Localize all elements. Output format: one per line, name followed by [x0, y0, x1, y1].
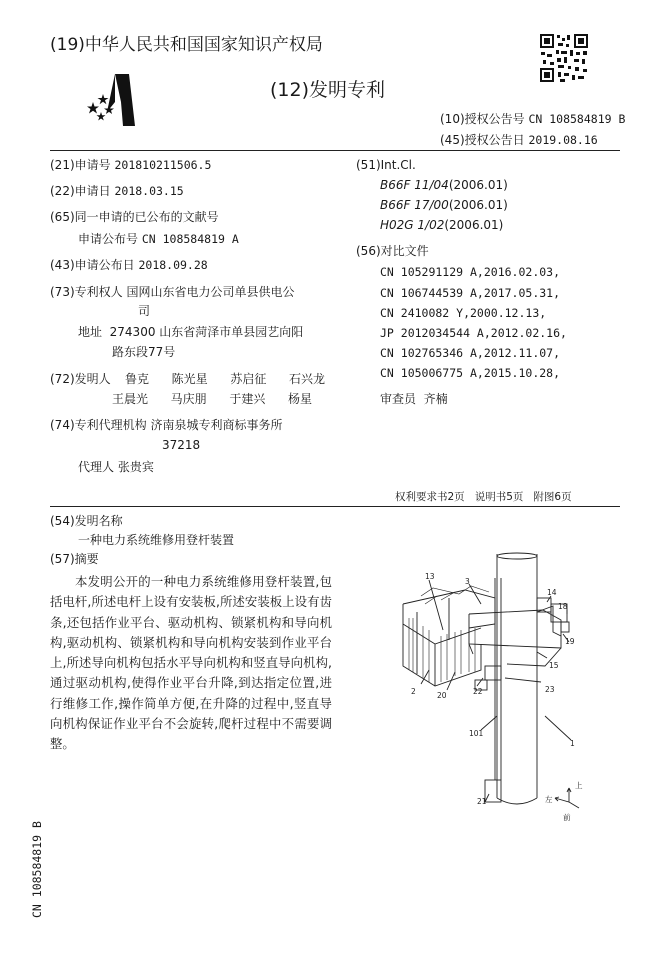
- abstract-label: (57)摘要: [50, 552, 99, 566]
- address-line2: 路东段77号: [112, 345, 176, 359]
- section-divider: [50, 506, 620, 507]
- cited-references-label: (56)对比文件: [356, 244, 429, 258]
- application-number: (21)申请号 201810211506.5: [50, 158, 212, 172]
- inventors-label: (72)发明人: [50, 372, 111, 386]
- label-23: 23: [545, 685, 555, 694]
- invention-title: 一种电力系统维修用登杆装置: [78, 533, 235, 547]
- examiner: 审查员 齐楠: [380, 392, 448, 406]
- side-publication-number: CN 108584819 B: [30, 821, 44, 918]
- cited-reference: CN 105006775 A,2015.10.28,: [380, 366, 561, 380]
- pole: [497, 554, 537, 798]
- intcl-label: (51)Int.Cl.: [356, 158, 416, 172]
- document-type: (12)发明专利: [270, 79, 386, 101]
- prior-publication-number: 申请公布号 CN 108584819 A: [78, 232, 239, 246]
- label-13: 13: [425, 572, 435, 581]
- label-21: 21: [477, 797, 487, 806]
- application-publication-date: (43)申请公布日 2018.09.28: [50, 258, 208, 272]
- label-20: 20: [437, 691, 447, 700]
- cited-reference: CN 2410082 Y,2000.12.13,: [380, 306, 547, 320]
- header-divider: [50, 150, 620, 151]
- title-label: (54)发明名称: [50, 514, 123, 528]
- page-counts: 权利要求书2页 说明书5页 附图6页: [395, 491, 572, 503]
- label-101: 101: [469, 729, 484, 738]
- label-19: 19: [565, 637, 575, 646]
- cited-reference: JP 2012034544 A,2012.02.16,: [380, 326, 567, 340]
- office-name: (19)中华人民共和国国家知识产权局: [50, 35, 323, 55]
- dir-left: 左: [545, 795, 553, 804]
- cited-reference: CN 102765346 A,2012.11.07,: [380, 346, 561, 360]
- prior-publication-label: (65)同一申请的已公布的文献号: [50, 210, 219, 224]
- intcl-item: B66F 17/00(2006.01): [380, 198, 508, 212]
- direction-arrows: [555, 788, 579, 808]
- patent-agency-code: 37218: [162, 438, 201, 452]
- label-15: 15: [549, 661, 559, 670]
- dir-front: 前: [563, 813, 571, 822]
- patent-agent: 代理人 张贵宾: [78, 460, 154, 474]
- intcl-item: B66F 11/04(2006.01): [380, 178, 508, 192]
- label-18: 18: [558, 602, 568, 611]
- label-3: 3: [465, 577, 470, 586]
- qr-code: [538, 32, 590, 84]
- publication-number: (10)授权公告号 CN 108584819 B: [440, 112, 626, 126]
- inventors-line1: 鲁克 陈光星 苏启征 石兴龙: [125, 372, 325, 386]
- label-1: 1: [570, 739, 575, 748]
- cited-reference: CN 106744539 A,2017.05.31,: [380, 286, 561, 300]
- cited-reference: CN 105291129 A,2016.02.03,: [380, 265, 561, 279]
- patent-figure: [385, 548, 595, 830]
- cnipa-logo: [85, 72, 137, 128]
- abstract-text: 本发明公开的一种电力系统维修用登杆装置,包括电杆,所述电杆上设有安装板,所述安装板上设有齿条,还包括作业平台、驱动机构、锁紧机构和导向机构,驱动机构、锁紧机构和导向机构安装到作业平台上,所述导向机构包括水平导向机构和竖直导向机构,通过驱动机构,使得作业平台升降,到达指定位置,进行维修工作,操作简单方便,在升降的过程中,竖直导向机构保证作业平台不会旋转,爬杆过程中不需要调整。: [50, 574, 332, 752]
- label-14: 14: [547, 588, 557, 597]
- patentee: (73)专利权人 国网山东省电力公司单县供电公: [50, 285, 295, 299]
- dir-up: 上: [575, 781, 583, 790]
- publication-date: (45)授权公告日 2019.08.16: [440, 133, 598, 147]
- rack-strip: [495, 578, 501, 780]
- label-2: 2: [411, 687, 416, 696]
- application-date: (22)申请日 2018.03.15: [50, 184, 184, 198]
- patentee-line2: 司: [138, 304, 151, 318]
- intcl-item: H02G 1/02(2006.01): [380, 218, 504, 232]
- patent-agency: (74)专利代理机构 济南泉城专利商标事务所: [50, 418, 283, 432]
- address: 地址 274300 山东省菏泽市单县园艺向阳: [78, 325, 304, 339]
- inventors-line2: 王晨光 马庆朋 于建兴 杨星: [112, 392, 312, 406]
- label-22: 22: [473, 687, 483, 696]
